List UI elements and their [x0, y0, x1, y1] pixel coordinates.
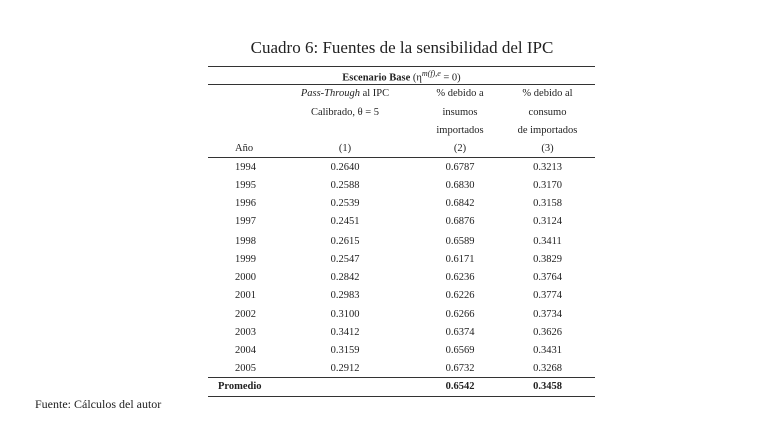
col2-cell: 0.6589	[445, 236, 475, 247]
scenario-param-end: = 0)	[440, 72, 461, 84]
col1-cell: 0.2983	[330, 290, 360, 301]
year-header: Año	[235, 143, 254, 154]
year-cell: 1994	[235, 162, 256, 173]
col1-cell: 0.3159	[330, 345, 360, 356]
col3-header-line3: de importados	[517, 125, 578, 136]
col3-number: (3)	[541, 143, 554, 154]
year-cell: 2003	[235, 327, 256, 338]
col3-cell: 0.3431	[533, 345, 562, 356]
col2-header-line2: insumos	[442, 107, 478, 118]
col2-cell: 0.6569	[445, 345, 475, 356]
table-source: Fuente: Cálculos del autor	[35, 397, 162, 411]
col2-cell: 0.6171	[445, 254, 475, 265]
year-cell: 1996	[235, 198, 256, 209]
col3-cell: 0.3213	[533, 162, 562, 173]
col2-header-line3: importados	[436, 125, 484, 136]
col1-cell: 0.2451	[330, 216, 360, 227]
col3-cell: 0.3774	[533, 290, 562, 301]
col1-cell: 0.2588	[330, 180, 360, 191]
summary-col2: 0.6542	[445, 381, 475, 392]
col3-cell: 0.3829	[533, 254, 562, 265]
col1-cell: 0.2912	[330, 363, 360, 374]
col2-header-line1: % debido a	[436, 88, 484, 99]
summary-col3: 0.3458	[533, 381, 562, 392]
scenario-rule	[208, 84, 595, 85]
col2-cell: 0.6842	[445, 198, 475, 209]
year-cell: 1998	[235, 236, 256, 247]
col1-header-line1	[280, 88, 410, 99]
col2-cell: 0.6732	[445, 363, 475, 374]
year-cell: 2001	[235, 290, 256, 301]
col2-cell: 0.6830	[445, 180, 475, 191]
col1-cell: 0.2640	[330, 162, 360, 173]
col3-cell: 0.3158	[533, 198, 562, 209]
col2-cell: 0.6876	[445, 216, 475, 227]
year-cell: 2005	[235, 363, 256, 374]
col3-cell: 0.3170	[533, 180, 562, 191]
summary-rule	[208, 377, 595, 378]
header-rule	[208, 157, 595, 158]
col3-cell: 0.3626	[533, 327, 562, 338]
summary-label: Promedio	[218, 381, 262, 392]
bottom-rule	[208, 396, 595, 397]
col2-cell: 0.6374	[445, 327, 475, 338]
col1-header-italic: Pass-Through	[300, 88, 360, 99]
col1-header-rest: al IPC	[359, 88, 390, 99]
col3-cell: 0.3411	[533, 236, 562, 247]
col1-cell: 0.2615	[330, 236, 360, 247]
scenario-label: Escenario Base	[342, 72, 411, 84]
col2-cell: 0.6226	[445, 290, 475, 301]
scenario-header	[208, 69, 595, 84]
year-cell: 2004	[235, 345, 256, 356]
col2-number: (2)	[453, 143, 467, 154]
top-rule	[208, 66, 595, 67]
scenario-param: (η	[412, 72, 422, 84]
col1-cell: 0.3412	[330, 327, 360, 338]
scenario-param-sup: m(f),e	[421, 69, 441, 78]
col3-header-line2: consumo	[528, 107, 567, 118]
table-caption: Cuadro 6: Fuentes de la sensibilidad del IPC	[250, 38, 554, 57]
col1-cell: 0.2539	[330, 198, 360, 209]
col1-number: (1)	[338, 143, 352, 154]
year-cell: 2000	[235, 272, 256, 283]
col3-cell: 0.3268	[533, 363, 562, 374]
col1-cell: 0.2842	[330, 272, 360, 283]
col3-cell: 0.3734	[533, 309, 562, 320]
year-cell: 1997	[235, 216, 256, 227]
year-cell: 1995	[235, 180, 256, 191]
col1-header-line2: Calibrado, θ = 5	[310, 107, 380, 118]
col3-cell: 0.3124	[533, 216, 562, 227]
col2-cell: 0.6266	[445, 309, 475, 320]
col1-cell: 0.3100	[330, 309, 360, 320]
col2-cell: 0.6787	[445, 162, 475, 173]
year-cell: 2002	[235, 309, 256, 320]
year-cell: 1999	[235, 254, 256, 265]
col2-cell: 0.6236	[445, 272, 475, 283]
col3-cell: 0.3764	[533, 272, 562, 283]
col3-header-line1: % debido al	[522, 88, 573, 99]
col1-cell: 0.2547	[330, 254, 360, 265]
